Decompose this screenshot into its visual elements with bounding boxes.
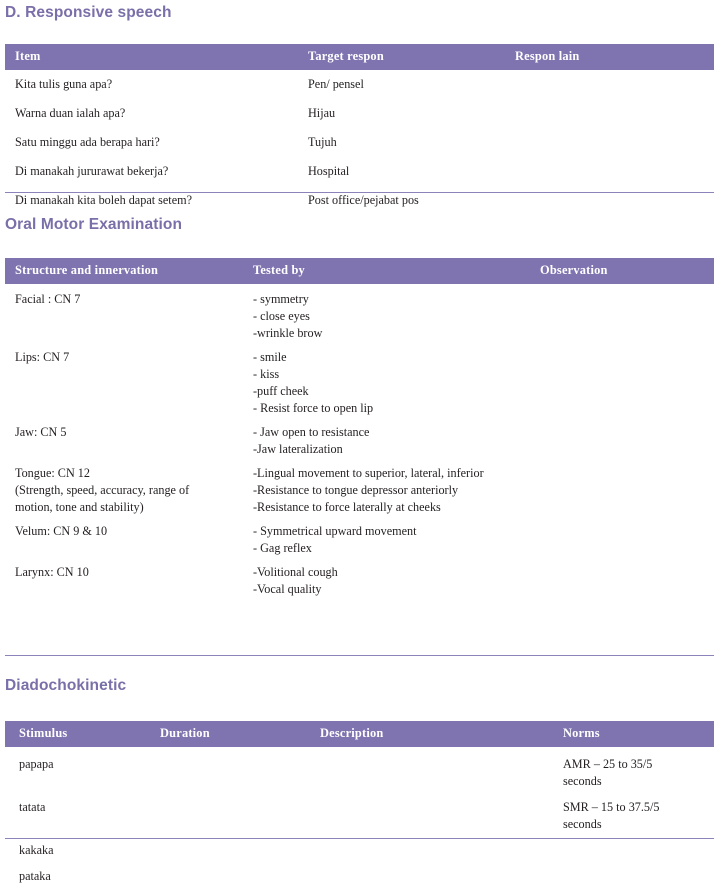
- norms-cell: [563, 790, 714, 833]
- column-header-duration: Duration: [160, 721, 320, 747]
- respon-lain-cell: [515, 70, 714, 99]
- tested-by-line: - symmetry: [253, 292, 309, 306]
- tested-by-cell: [253, 417, 540, 458]
- target-respon-cell: Tujuh: [308, 135, 337, 149]
- column-header-item: Item: [5, 44, 308, 70]
- description-cell: [320, 747, 563, 790]
- tested-by-cell: [253, 557, 540, 598]
- norms-line: seconds: [563, 774, 602, 788]
- table-row: [5, 284, 714, 342]
- stimulus-cell: tatata: [19, 800, 46, 814]
- tested-by-line: - Jaw open to resistance: [253, 425, 370, 439]
- stimulus-cell: papapa: [19, 757, 54, 771]
- column-header-structure-and-innervation: Structure and innervation: [5, 258, 253, 284]
- tested-by-line: -Resistance to force laterally at cheeks: [253, 500, 441, 514]
- norms-line: seconds: [563, 817, 602, 831]
- tested-by-line: - Gag reflex: [253, 541, 312, 555]
- structure-cell: [5, 458, 253, 516]
- target-respon-cell: Pen/ pensel: [308, 77, 364, 91]
- table-row: [5, 458, 714, 516]
- table-row: [5, 516, 714, 557]
- column-header-norms: Norms: [563, 721, 714, 747]
- norms-line: SMR – 15 to 37.5/5: [563, 800, 660, 814]
- tested-by-line: - close eyes: [253, 309, 310, 323]
- item-cell: Warna duan ialah apa?: [15, 106, 126, 120]
- table-row: [5, 859, 714, 885]
- observation-cell: [540, 458, 714, 516]
- tested-by-line: -puff cheek: [253, 384, 309, 398]
- diadochokinetic-table: [5, 721, 714, 885]
- structure-line: Tongue: CN 12: [15, 466, 90, 480]
- section-divider-1: [5, 192, 714, 193]
- norms-cell: [563, 859, 714, 885]
- structure-line: motion, tone and stability): [15, 500, 144, 514]
- section-heading-diadochokinetic: Diadochokinetic: [5, 677, 127, 694]
- norms-cell: [563, 747, 714, 790]
- table-row: [5, 747, 714, 790]
- structure-cell: [5, 342, 253, 417]
- item-cell: Satu minggu ada berapa hari?: [15, 135, 160, 149]
- item-cell: Di manakah kita boleh dapat setem?: [15, 193, 192, 207]
- respon-lain-cell: [515, 99, 714, 128]
- tested-by-line: - smile: [253, 350, 287, 364]
- table-header-row: [5, 258, 714, 284]
- item-cell: Kita tulis guna apa?: [15, 77, 113, 91]
- observation-cell: [540, 342, 714, 417]
- target-respon-cell: Hijau: [308, 106, 336, 120]
- structure-line: (Strength, speed, accuracy, range of: [15, 483, 190, 497]
- section-divider-2: [5, 655, 714, 656]
- observation-cell: [540, 516, 714, 557]
- structure-line: Velum: CN 9 & 10: [15, 524, 108, 538]
- table-row: [5, 186, 714, 215]
- tested-by-line: -Vocal quality: [253, 582, 322, 596]
- table-row: [5, 70, 714, 99]
- section-divider-3: [5, 838, 714, 839]
- description-cell: [320, 790, 563, 833]
- target-respon-cell: Hospital: [308, 164, 350, 178]
- duration-cell: [160, 859, 320, 885]
- tested-by-line: -Lingual movement to superior, lateral, inferior: [253, 466, 484, 480]
- tested-by-cell: [253, 516, 540, 557]
- respon-lain-cell: [515, 157, 714, 186]
- table-row: [5, 417, 714, 458]
- table-row: [5, 790, 714, 833]
- duration-cell: [160, 833, 320, 859]
- oral-motor-examination-table: [5, 258, 714, 598]
- structure-line: Lips: CN 7: [15, 350, 70, 364]
- responsive-speech-table: [5, 44, 714, 215]
- stimulus-cell: pataka: [19, 869, 51, 883]
- table-header-row: [5, 721, 714, 747]
- observation-cell: [540, 557, 714, 598]
- structure-cell: [5, 417, 253, 458]
- column-header-description: Description: [320, 721, 563, 747]
- structure-cell: [5, 516, 253, 557]
- observation-cell: [540, 284, 714, 342]
- stimulus-cell: kakaka: [19, 843, 54, 857]
- norms-line: AMR – 25 to 35/5: [563, 757, 653, 771]
- tested-by-line: - Resist force to open lip: [253, 401, 374, 415]
- table-row: [5, 833, 714, 859]
- tested-by-line: - kiss: [253, 367, 280, 381]
- tested-by-cell: [253, 284, 540, 342]
- duration-cell: [160, 747, 320, 790]
- column-header-target-respon: Target respon: [308, 44, 515, 70]
- section-heading-oral-motor-examination: Oral Motor Examination: [5, 216, 183, 233]
- table-row: [5, 99, 714, 128]
- structure-cell: [5, 284, 253, 342]
- tested-by-line: -wrinkle brow: [253, 326, 323, 340]
- tested-by-line: -Volitional cough: [253, 565, 338, 579]
- tested-by-cell: [253, 342, 540, 417]
- column-header-respon-lain: Respon lain: [515, 44, 714, 70]
- table-header-row: [5, 44, 714, 70]
- table-row: [5, 557, 714, 598]
- observation-cell: [540, 417, 714, 458]
- column-header-stimulus: Stimulus: [5, 721, 160, 747]
- table-row: [5, 128, 714, 157]
- structure-line: Larynx: CN 10: [15, 565, 89, 579]
- table-row: [5, 342, 714, 417]
- description-cell: [320, 833, 563, 859]
- column-header-observation: Observation: [540, 258, 714, 284]
- respon-lain-cell: [515, 128, 714, 157]
- tested-by-cell: [253, 458, 540, 516]
- target-respon-cell: Post office/pejabat pos: [308, 193, 419, 207]
- norms-cell: [563, 833, 714, 859]
- respon-lain-cell: [515, 186, 714, 215]
- item-cell: Di manakah jururawat bekerja?: [15, 164, 169, 178]
- structure-line: Jaw: CN 5: [15, 425, 67, 439]
- tested-by-line: -Jaw lateralization: [253, 442, 343, 456]
- tested-by-line: -Resistance to tongue depressor anteriorly: [253, 483, 459, 497]
- table-row: [5, 157, 714, 186]
- duration-cell: [160, 790, 320, 833]
- description-cell: [320, 859, 563, 885]
- structure-cell: [5, 557, 253, 598]
- column-header-tested-by: Tested by: [253, 258, 540, 284]
- structure-line: Facial : CN 7: [15, 292, 81, 306]
- tested-by-line: - Symmetrical upward movement: [253, 524, 417, 538]
- section-heading-responsive-speech: D. Responsive speech: [5, 4, 172, 21]
